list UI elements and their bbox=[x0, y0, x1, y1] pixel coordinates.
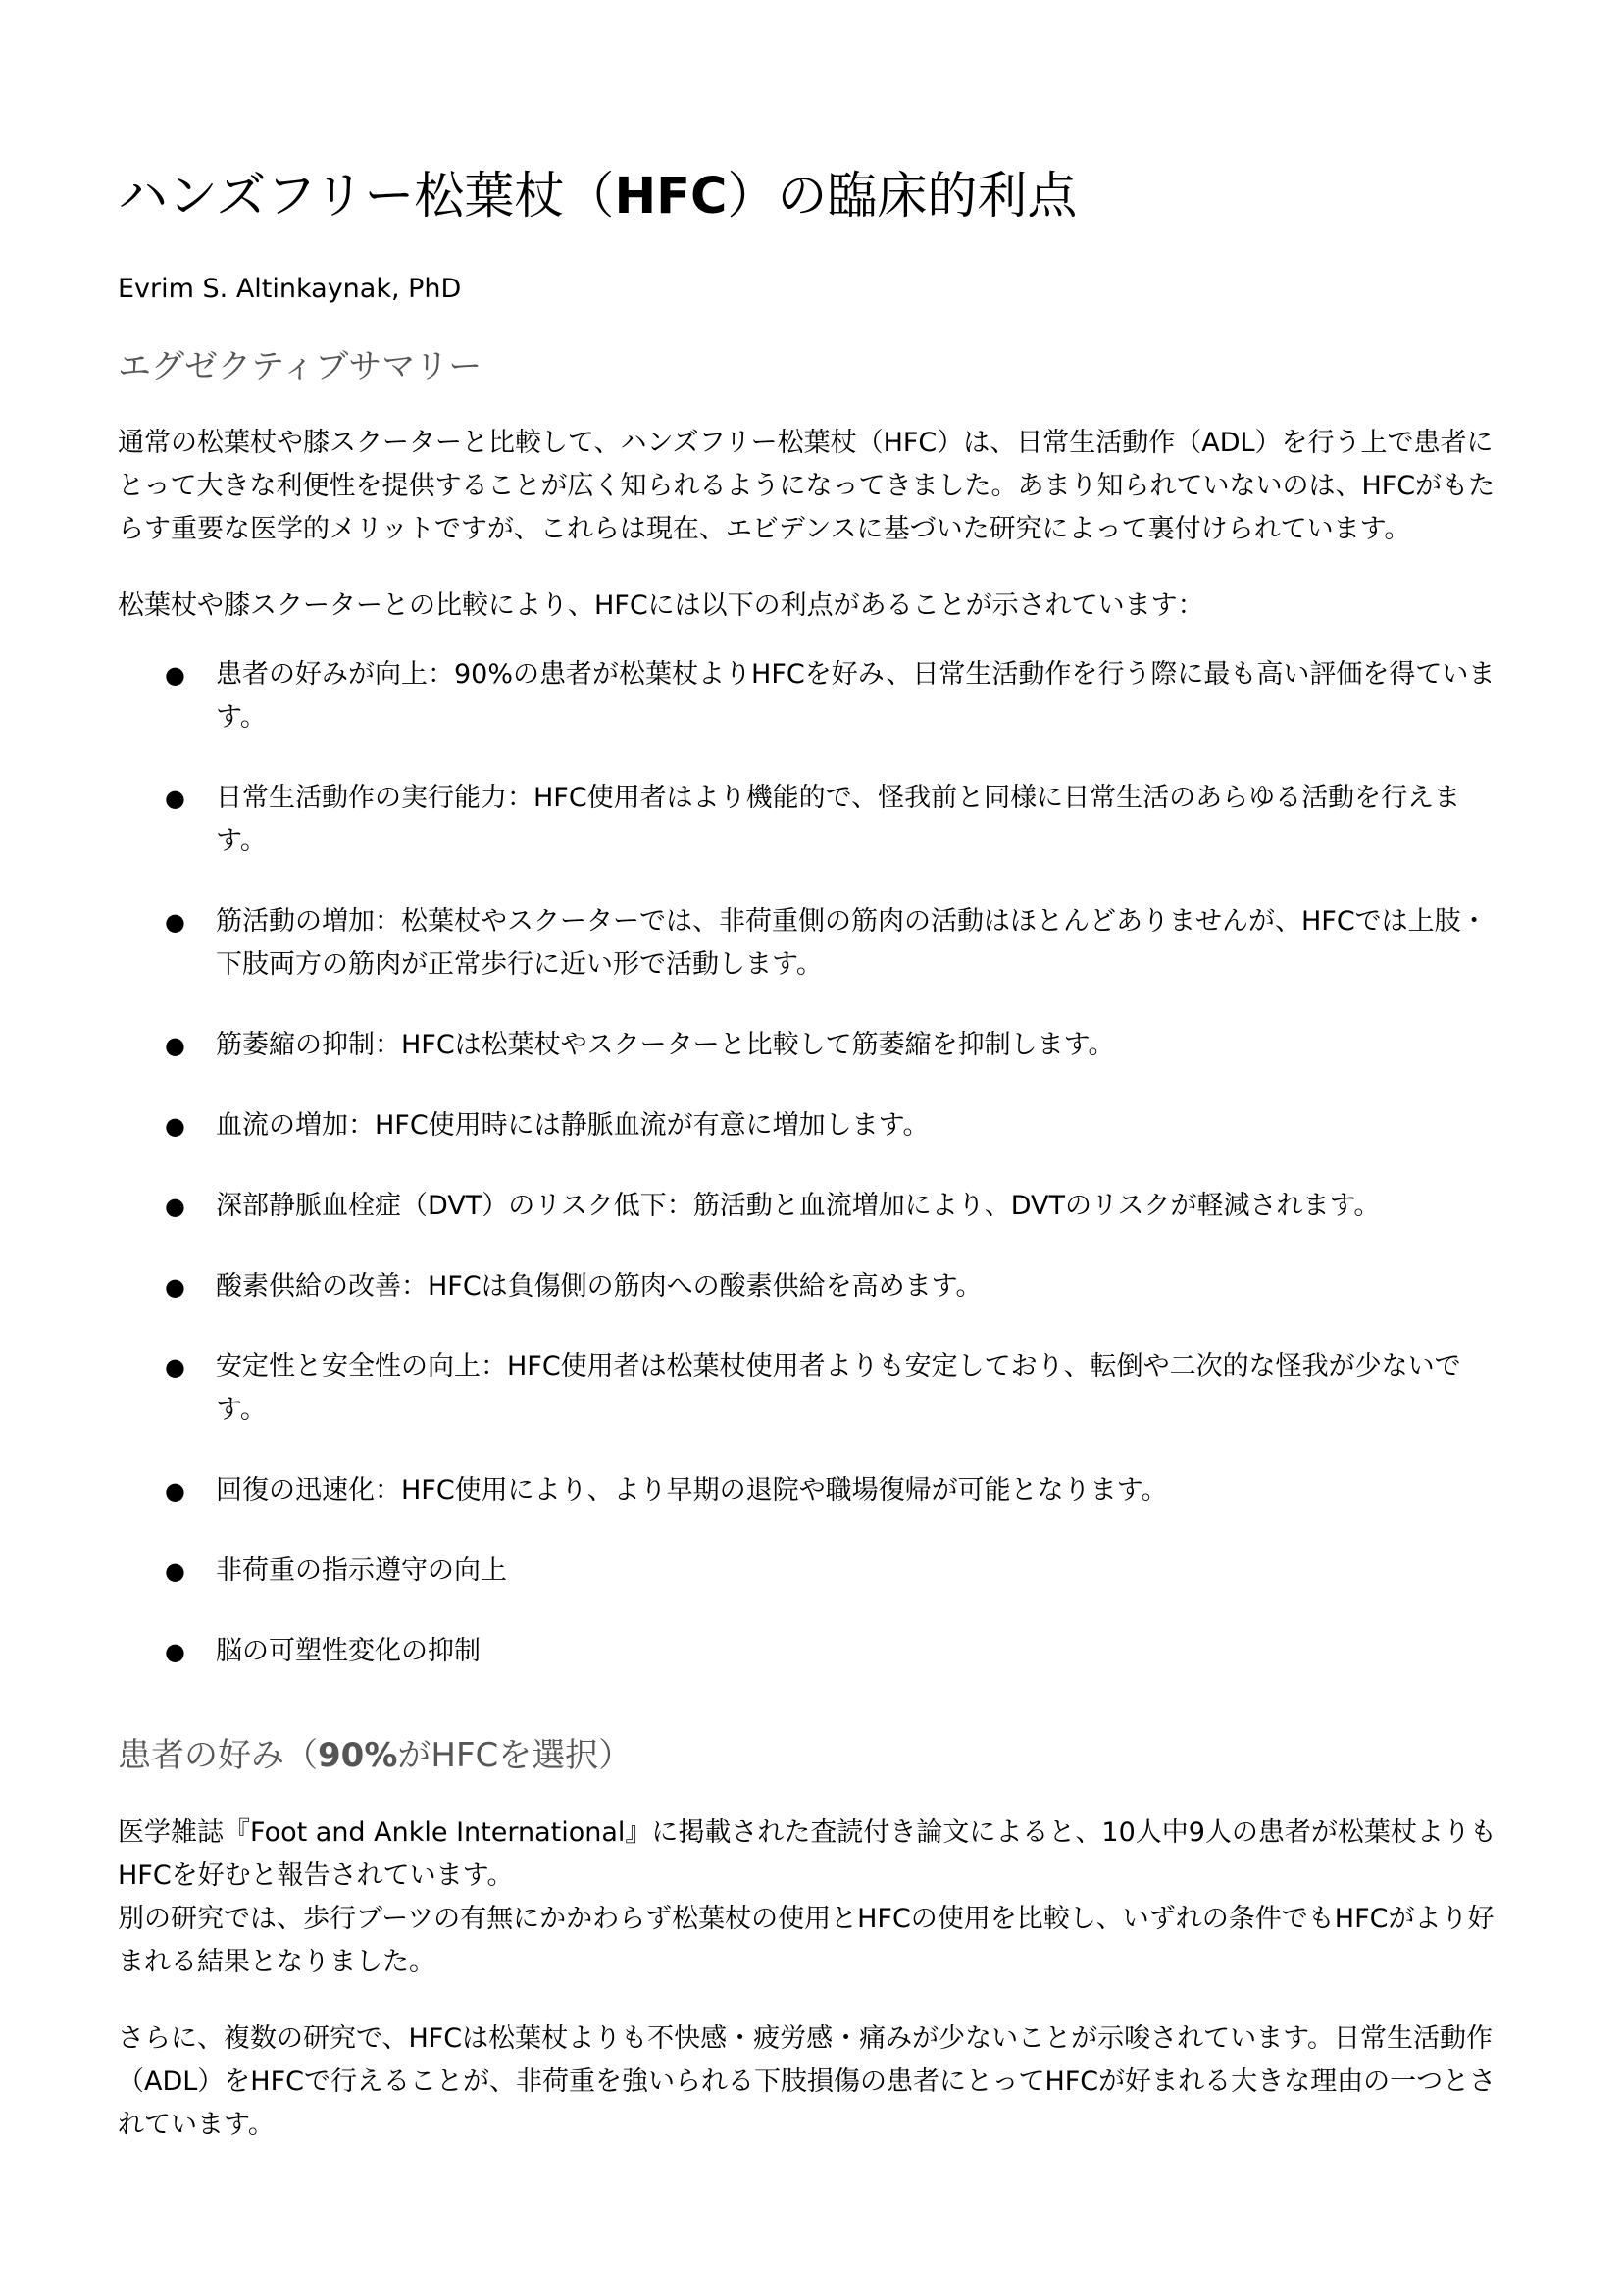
list-item bbox=[118, 1550, 1510, 1593]
bullet-icon: ● bbox=[165, 1193, 185, 1221]
list-item-text: 脳の可塑性変化の抑制 bbox=[216, 1636, 481, 1667]
author: Evrim S. Altinkaynak, PhD bbox=[118, 274, 462, 305]
bullet-icon: ● bbox=[165, 1273, 185, 1301]
benefits-list bbox=[118, 653, 1510, 1673]
list-item bbox=[118, 653, 1510, 739]
summary-paragraph-2: 松葉杖や膝スクーターとの比較により、HFCには以下の利点があることが示されています： bbox=[118, 590, 1204, 622]
list-item-text: 酸素供給の改善：HFCは負傷側の筋肉への酸素供給を高めます。 bbox=[216, 1271, 983, 1302]
list-item-text: 患者の好みが向上：90%の患者が松葉杖よりHFCを好み、日常生活動作を行う際に最も高い評価を得ています。 bbox=[216, 659, 1496, 734]
list-item bbox=[118, 1185, 1510, 1228]
preference-paragraph-1 bbox=[118, 1811, 1510, 1984]
list-item bbox=[118, 1265, 1510, 1308]
list-item bbox=[118, 1346, 1510, 1432]
bullet-icon: ● bbox=[165, 1557, 185, 1586]
preference-heading-suffix: がHFCを選択） bbox=[397, 1736, 633, 1776]
list-item-text: 血流の増加：HFC使用時には静脈血流が有意に増加します。 bbox=[216, 1110, 930, 1142]
list-item-text: 筋萎縮の抑制：HFCは松葉杖やスクーターと比較して筋萎縮を抑制します。 bbox=[216, 1030, 1115, 1061]
bullet-icon: ● bbox=[165, 661, 185, 689]
preference-paragraph-1-line-1: 医学雑誌『Foot and Ankle International』に掲載された査読付き論文によると、10人中9人の患者が松葉杖よりもHFCを好むと報告されています。 bbox=[118, 1816, 1497, 1891]
bullet-icon: ● bbox=[165, 908, 185, 937]
list-item bbox=[118, 1469, 1510, 1512]
list-item bbox=[118, 1024, 1510, 1067]
title-suffix: ）の臨床的利点 bbox=[727, 168, 1078, 226]
bullet-icon: ● bbox=[165, 1112, 185, 1141]
list-item-text: 日常生活動作の実行能力：HFC使用者はより機能的で、怪我前と同様に日常生活のあらゆる活動を行えます。 bbox=[216, 783, 1461, 857]
bullet-icon: ● bbox=[165, 1032, 185, 1060]
preference-heading bbox=[118, 1734, 1510, 1777]
list-item bbox=[118, 1630, 1510, 1673]
bullet-icon: ● bbox=[165, 785, 185, 813]
title-bold: HFC bbox=[614, 168, 728, 226]
list-item bbox=[118, 1104, 1510, 1147]
title-prefix: ハンズフリー松葉杖（ bbox=[118, 168, 615, 226]
document-title bbox=[118, 167, 1510, 227]
list-item bbox=[118, 900, 1510, 987]
list-item-text: 深部静脈血栓症（DVT）のリスク低下：筋活動と血流増加により、DVTのリスクが軽減されます。 bbox=[216, 1191, 1381, 1222]
document-page bbox=[118, 167, 1510, 2147]
list-item bbox=[118, 777, 1510, 863]
list-item-text: 回復の迅速化：HFC使用により、より早期の退院や職場復帰が可能となります。 bbox=[216, 1475, 1168, 1506]
list-item-text: 筋活動の増加：松葉杖やスクーターでは、非荷重側の筋肉の活動はほとんどありませんが、HFCでは上肢・下肢両方の筋肉が正常歩行に近い形で活動します。 bbox=[216, 906, 1488, 981]
bullet-icon: ● bbox=[165, 1638, 185, 1666]
bullet-icon: ● bbox=[165, 1353, 185, 1382]
preference-paragraph-1-line-2: 別の研究では、歩行ブーツの有無にかかわらず松葉杖の使用とHFCの使用を比較し、いずれの条件でもHFCがより好まれる結果となりました。 bbox=[118, 1903, 1495, 1977]
preference-paragraph-2: さらに、複数の研究で、HFCは松葉杖よりも不快感・疲労感・痛みが少ないことが示唆されています。日常生活動作（ADL）をHFCで行えることが、非荷重を強いられる下肢損傷の患者にとってHFCが好まれる大きな理由の一つとされています。 bbox=[118, 2022, 1497, 2140]
list-item-text: 安定性と安全性の向上：HFC使用者は松葉杖使用者よりも安定しており、転倒や二次的な怪我が少ないです。 bbox=[216, 1351, 1461, 1426]
list-item-text: 非荷重の指示遵守の向上 bbox=[216, 1555, 507, 1587]
preference-heading-prefix: 患者の好み（ bbox=[118, 1736, 318, 1776]
preference-heading-bold: 90% bbox=[318, 1736, 398, 1776]
summary-paragraph-1: 通常の松葉杖や膝スクーターと比較して、ハンズフリー松葉杖（HFC）は、日常生活動作（ADL）を行う上で患者にとって大きな利便性を提供することが広く知られるようになってきました。あまり知られていないのは、HFCがもたらす重要な医学的メリットですが、これらは現在、エビデンスに基づいた研究によって裏付けられています。 bbox=[118, 428, 1496, 545]
summary-heading: エグゼクティブサマリー bbox=[118, 347, 482, 387]
bullet-icon: ● bbox=[165, 1477, 185, 1505]
